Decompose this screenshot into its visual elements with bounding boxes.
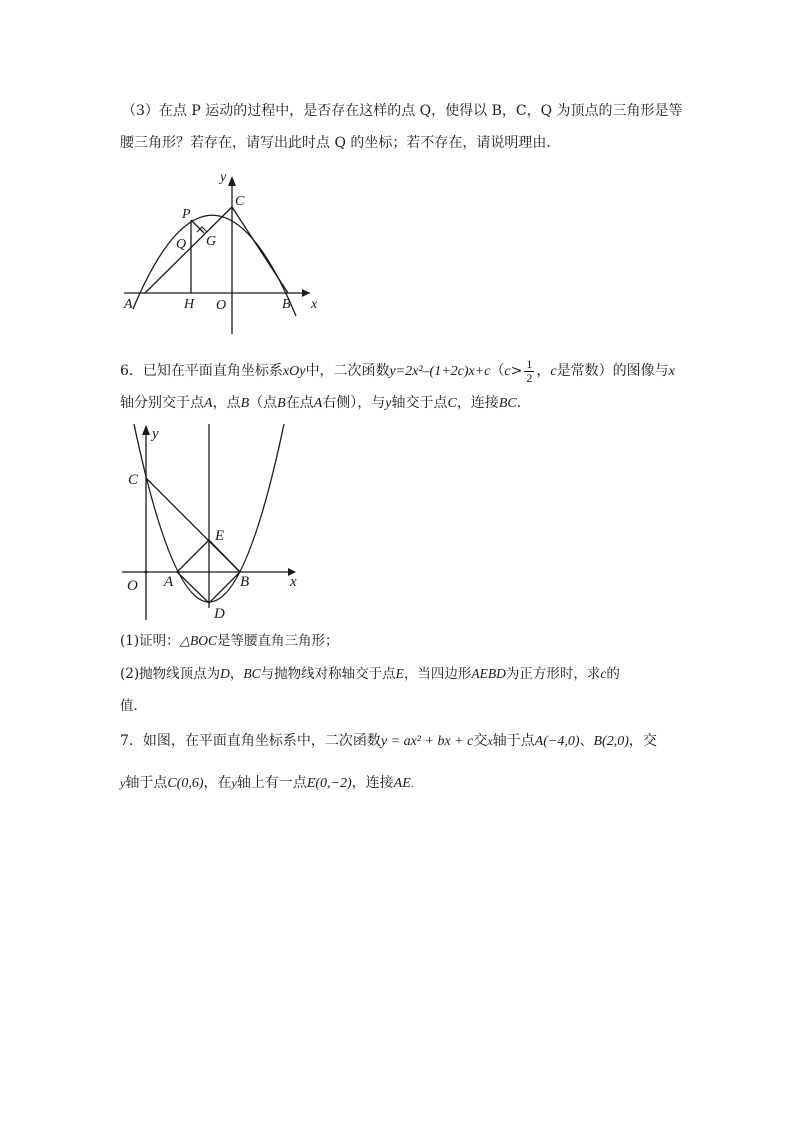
q7-C: C(0,6)	[167, 776, 204, 791]
q5-part3-line2: 腰三角形？若存在，请写出此时点 Q 的坐标；若不存在，请说明理由．	[120, 135, 561, 151]
fig1-label-H: H	[184, 297, 195, 312]
q6-cond-gt: >	[510, 363, 523, 379]
q6-text1: 已知在平面直角坐标系	[142, 363, 283, 379]
q6-p2-BC: BC	[243, 666, 261, 681]
q7-E: E(0,−2)	[306, 776, 352, 791]
q7-t6: 轴于点	[125, 775, 168, 791]
q6-l2-A: A	[204, 396, 213, 411]
q6-p2-d: ，当四边形	[403, 666, 472, 682]
fig1-label-O: O	[216, 298, 227, 313]
q6-text2: 中，二次函数	[305, 363, 390, 379]
fig1-label-A: A	[124, 297, 133, 312]
q7-t9: ，连接	[351, 775, 394, 791]
x-axis-arrow	[302, 289, 310, 297]
q7-line1	[120, 731, 657, 752]
q6-p2-b: ，	[229, 666, 244, 682]
q6-l2-c: （点	[249, 395, 278, 411]
fig2-label-y: y	[152, 426, 159, 442]
q6-cond-c2: c	[550, 364, 557, 379]
q6-p1-tri: △BOC	[179, 633, 218, 648]
q6-p2-a: (2)抛物线顶点为	[120, 666, 221, 682]
fig2-label-B: B	[240, 574, 250, 590]
q6-l2-y: y	[385, 396, 392, 411]
q6-p2-E: E	[395, 666, 404, 681]
q6-function: y=2x²–(1+2c)x+c	[389, 364, 491, 379]
q7-t5: ，交	[628, 733, 657, 749]
fig1-label-x: x	[311, 297, 318, 312]
q6-l2-b: ，点	[212, 395, 241, 411]
q6-l2-g: ，连接	[456, 395, 499, 411]
q6-x-end: x	[668, 364, 675, 379]
q6-l2-BC: BC	[498, 396, 517, 411]
q6-p1-a: (1)证明：	[120, 633, 180, 649]
fig1-label-G: G	[206, 234, 217, 249]
q6-l2-d: 在点	[285, 395, 314, 411]
q7-A: A(−4,0)	[534, 734, 580, 749]
q6-p2-f: 的	[606, 666, 620, 682]
q7-AE: AE	[393, 776, 411, 791]
y-axis-arrow	[228, 176, 236, 186]
figure-1-parabola	[118, 165, 333, 340]
q6-part1	[120, 631, 339, 651]
q7-t4: 、	[579, 733, 594, 749]
q6-cond-rest: 是常数）的图像与	[556, 363, 669, 379]
q6-cond-c: c	[504, 364, 511, 379]
q7-t1: 如图，在平面直角坐标系中，二次函数	[142, 733, 381, 749]
fig2-label-D: D	[214, 606, 225, 622]
q6-p2-D: D	[220, 666, 230, 681]
fig1-label-C: C	[235, 194, 245, 209]
q6-p2-e: 为正方形时，求	[505, 666, 601, 682]
fig1-label-P: P	[182, 207, 191, 222]
q6-p1-b: 是等腰直角三角形；	[217, 633, 339, 649]
parabola	[133, 215, 296, 316]
segment-CB	[232, 207, 288, 293]
q6-xoy: xOy	[282, 364, 306, 379]
q7-line2	[120, 773, 414, 795]
q7-t10: .	[410, 779, 414, 790]
fig2-label-C: C	[128, 472, 139, 488]
q7-yv2: y	[231, 776, 237, 790]
q5-part3-line1: （3）在点 P 运动的过程中，是否存在这样的点 Q，使得以 B，C，Q 为顶点的三角形是等	[122, 103, 683, 119]
fig2-label-O: O	[127, 578, 138, 594]
q6-cond-sep: ，	[536, 363, 551, 379]
q6-frac-num: 1	[526, 356, 533, 371]
fig2-label-A: A	[164, 574, 174, 590]
fig2-label-E: E	[215, 528, 225, 544]
q7-t2: 交	[473, 733, 488, 749]
q7-number: 7．	[120, 733, 143, 749]
q6-line2	[120, 393, 531, 414]
q6-p2-cvar: c	[600, 666, 607, 681]
fig1-label-B: B	[282, 297, 291, 312]
q6-l2-B2: B	[277, 396, 286, 411]
fig2-label-x: x	[290, 574, 297, 590]
q7-yv: y	[120, 776, 126, 790]
q6-fraction	[524, 358, 534, 385]
fig1-label-y: y	[220, 170, 227, 185]
q6-cond-open: （	[490, 363, 505, 379]
q7-xv: x	[487, 734, 493, 748]
origin-dot	[145, 571, 148, 574]
figure-2-parabola	[118, 418, 308, 626]
q6-part2-line1	[120, 664, 620, 684]
q6-part2-line2: 值．	[120, 698, 147, 714]
q6-number: 6．	[120, 363, 143, 379]
q7-t3: 轴于点	[492, 733, 535, 749]
q6-p2-AEBD: AEBD	[471, 666, 506, 681]
q6-frac-den: 2	[526, 370, 533, 385]
q7-t8: 轴上有一点	[236, 775, 307, 791]
q6-p2-c: 与抛物线对称轴交于点	[260, 666, 396, 682]
q7-function: y = ax² + bx + c	[380, 734, 474, 749]
y-axis-arrow	[142, 425, 150, 435]
q6-l2-B: B	[240, 396, 250, 411]
q6-l2-a: 轴分别交于点	[120, 395, 204, 411]
q6-l2-C: C	[447, 396, 457, 411]
q7-B: B(2,0)	[593, 734, 629, 749]
q6-l2-f: 轴交于点	[391, 395, 448, 411]
fig1-label-Q: Q	[176, 237, 187, 252]
q6-l2-h: ．	[516, 395, 531, 411]
q6-l2-e: 右侧），与	[322, 395, 386, 411]
q6-l2-A2: A	[313, 396, 323, 411]
q7-t7: ，在	[203, 775, 232, 791]
q6-line1	[120, 357, 675, 386]
